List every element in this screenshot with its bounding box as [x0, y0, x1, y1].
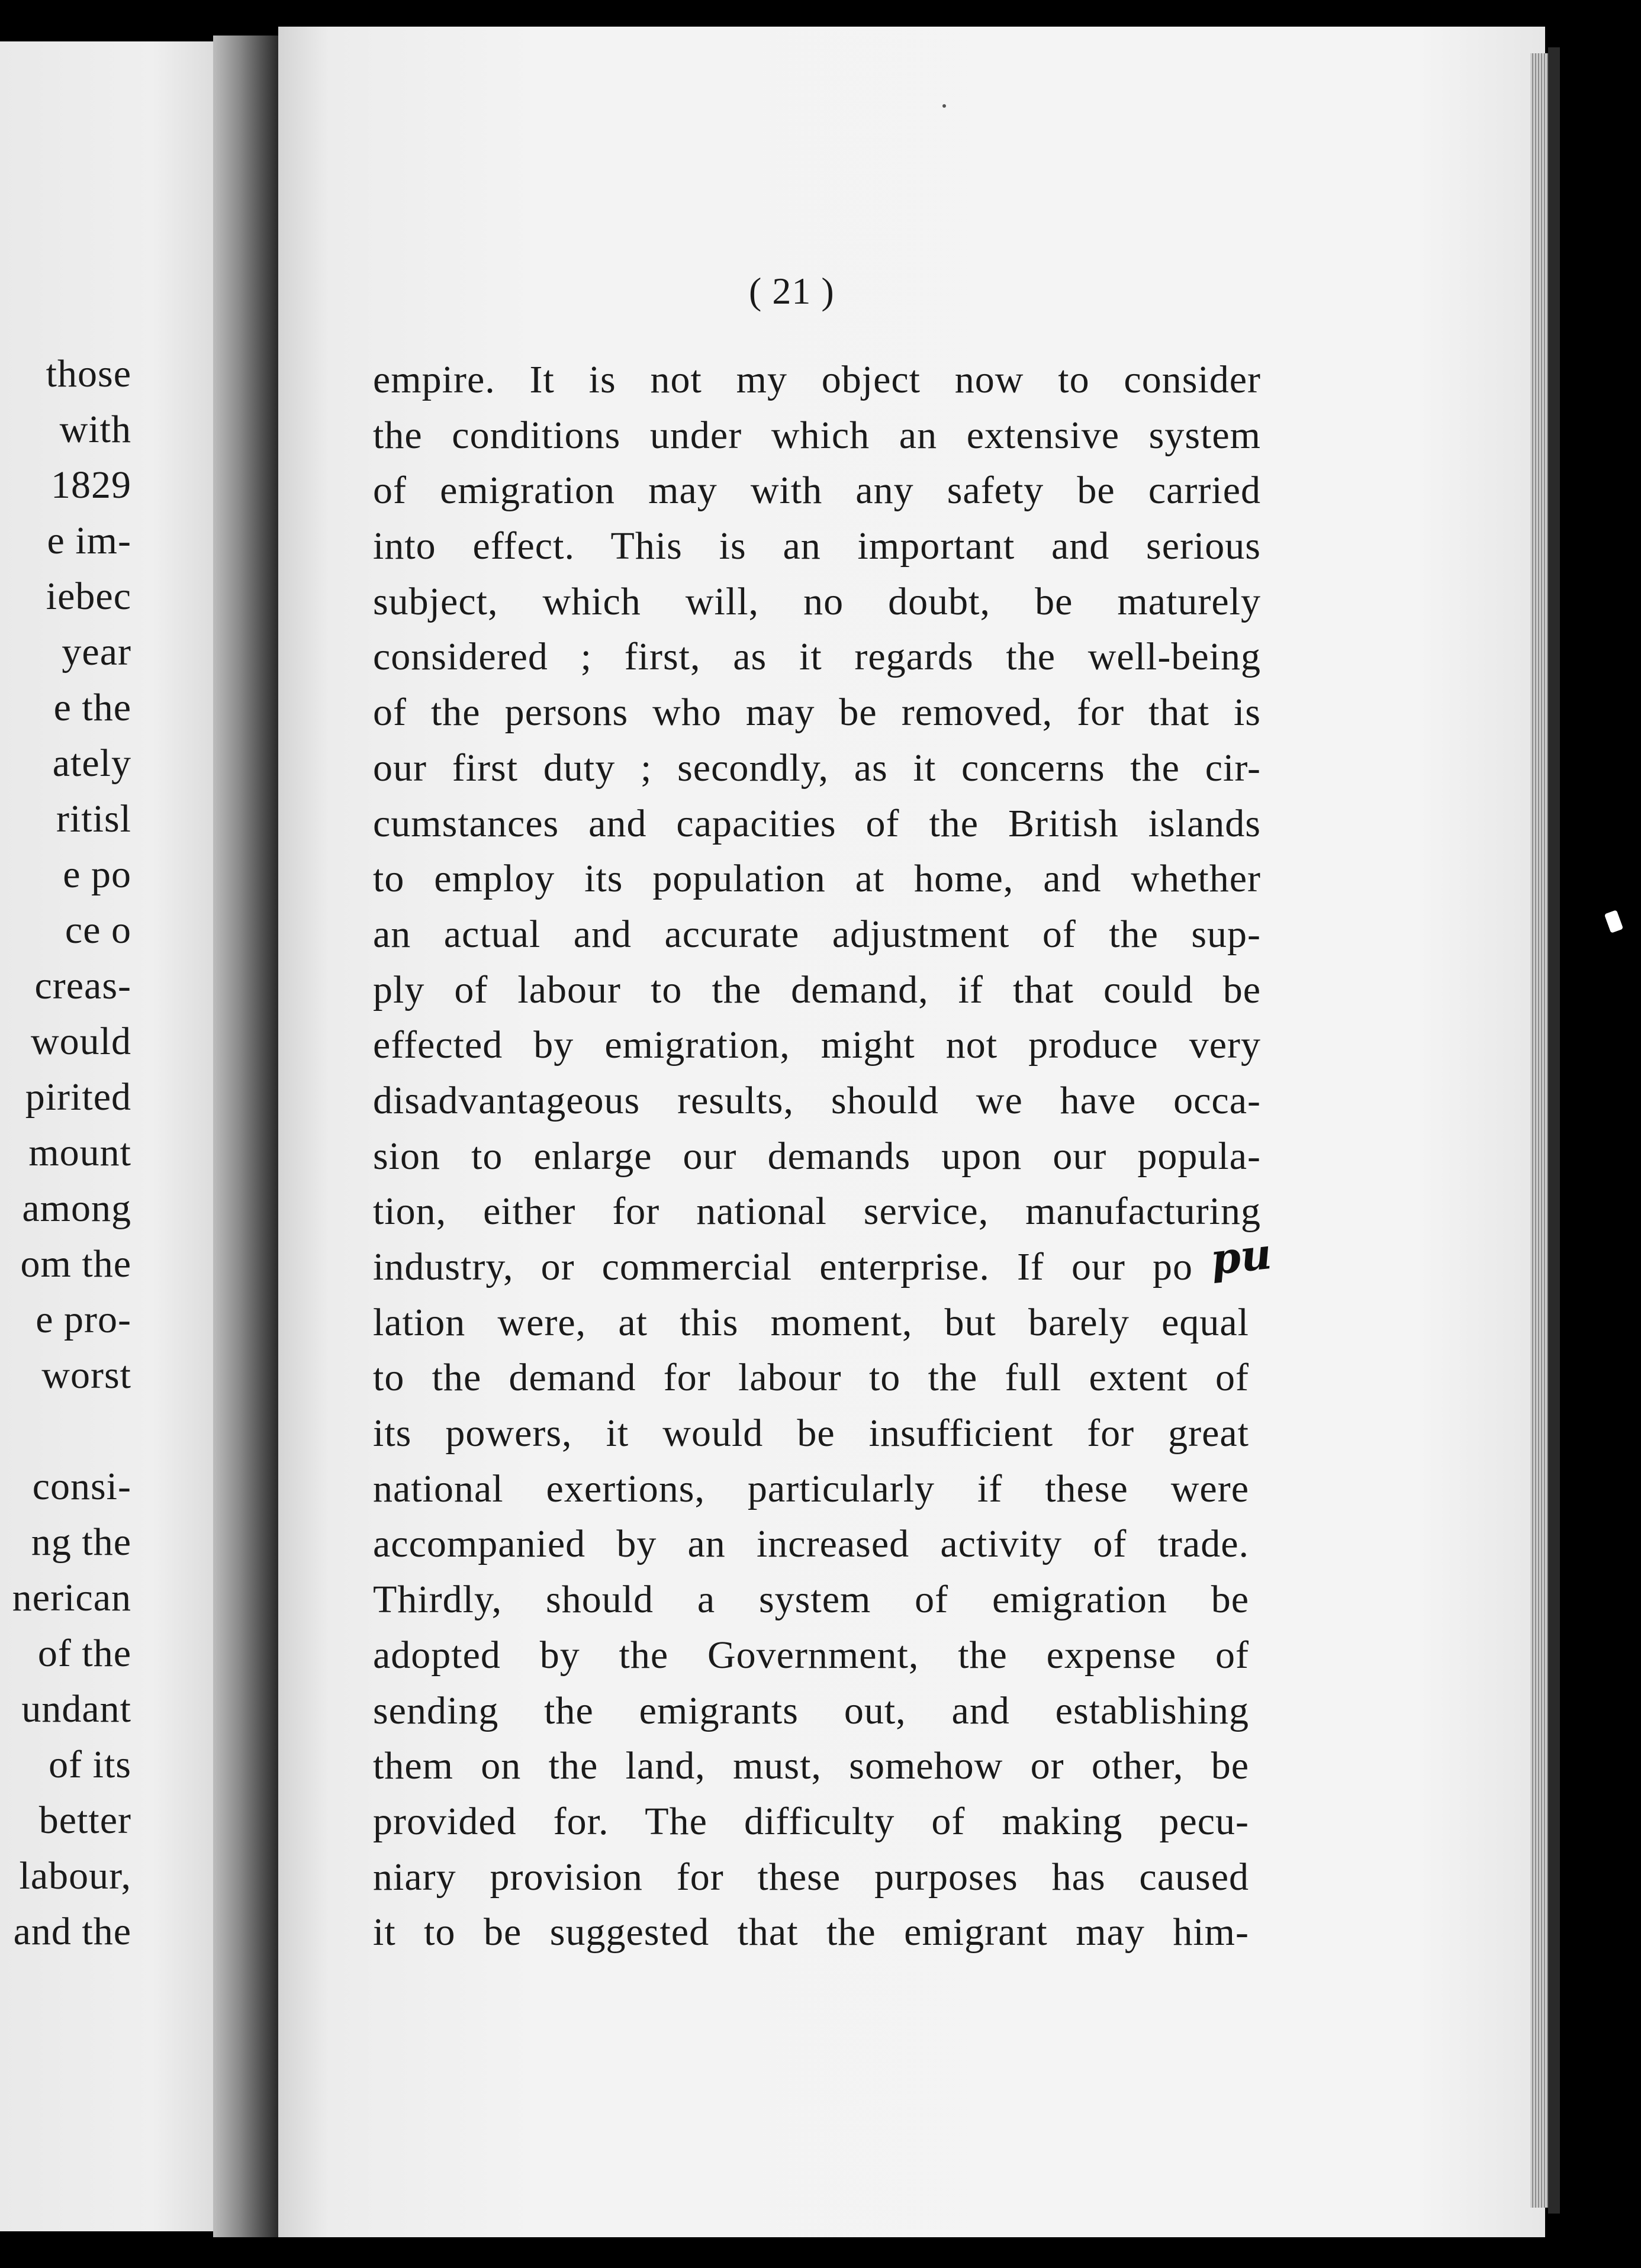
left-line: undant — [21, 1687, 131, 1731]
left-line: om the — [20, 1242, 131, 1286]
left-line: nerican — [12, 1576, 131, 1619]
left-line: e pro- — [36, 1298, 131, 1341]
body-line: to the demand for labour to the full extent of — [373, 1356, 1249, 1400]
left-line: e po — [63, 853, 131, 896]
left-line: creas- — [34, 964, 131, 1007]
body-line: Thirdly, should a system of emigration be — [373, 1578, 1249, 1622]
paper-speck — [942, 104, 946, 108]
left-line: e im- — [47, 519, 131, 562]
left-line: ately — [52, 742, 131, 785]
body-line: accompanied by an increased activity of trade. — [373, 1522, 1249, 1566]
left-line: iebec — [46, 575, 131, 618]
body-line: disadvantageous results, should we have occa- — [373, 1078, 1261, 1122]
body-line: lation were, at this moment, but barely equal — [373, 1300, 1249, 1344]
left-line: mount — [28, 1131, 131, 1174]
body-line: empire. It is not my object now to consider — [373, 358, 1261, 401]
body-line: sending the emigrants out, and establishing — [373, 1689, 1249, 1732]
left-page-text — [0, 346, 131, 1960]
left-line: ce o — [65, 909, 131, 952]
body-line: tion, either for national service, manufacturing — [373, 1190, 1261, 1233]
left-line: and the — [13, 1910, 131, 1953]
left-line: e the — [53, 686, 131, 729]
body-line: effected by emigration, might not produce very — [373, 1023, 1261, 1067]
left-line: ritisl — [56, 797, 131, 840]
left-line: would — [31, 1020, 131, 1063]
left-line: pirited — [25, 1075, 131, 1119]
body-line: ply of labour to the demand, if that could be — [373, 968, 1261, 1011]
body-line: them on the land, must, somehow or other, be — [373, 1744, 1249, 1788]
body-line: provided for. The difficulty of making pecu- — [373, 1799, 1249, 1843]
left-line: ng the — [31, 1520, 131, 1564]
body-line: industry, or commercial enterprise. If our po — [373, 1245, 1193, 1288]
book-gutter — [213, 36, 278, 2237]
left-line: labour, — [19, 1854, 131, 1897]
left-line: worst — [41, 1354, 131, 1397]
left-line: 1829 — [51, 463, 131, 507]
body-line: our first duty ; secondly, as it concerns the cir- — [373, 746, 1261, 790]
left-line: consi- — [32, 1465, 131, 1508]
cover-edge — [1548, 47, 1560, 2214]
body-text — [373, 352, 1261, 1960]
body-line: national exertions, particularly if these were — [373, 1467, 1249, 1510]
left-line — [0, 1403, 131, 1459]
handwritten-annotation: pu — [1208, 1228, 1274, 1285]
body-line: an actual and accurate adjustment of the sup- — [373, 912, 1261, 956]
left-line: those — [46, 352, 131, 395]
body-line: niary provision for these purposes has caused — [373, 1855, 1249, 1899]
page-number: ( 21 ) — [749, 270, 835, 312]
body-line: the conditions under which an extensive system — [373, 413, 1261, 457]
body-line: into effect. This is an important and serious — [373, 524, 1261, 568]
body-line: subject, which will, no doubt, be maturely — [373, 579, 1261, 623]
body-line: it to be suggested that the emigrant may him- — [373, 1911, 1249, 1954]
left-line: among — [22, 1187, 131, 1230]
body-line: of the persons who may be removed, for that is — [373, 691, 1261, 734]
body-line: considered ; first, as it regards the well-being — [373, 635, 1261, 679]
body-line: cumstances and capacities of the British islands — [373, 801, 1261, 845]
left-line: of the — [37, 1632, 131, 1675]
left-line: year — [62, 630, 131, 674]
left-line: better — [38, 1799, 131, 1842]
body-line: of emigration may with any safety be carried — [373, 469, 1261, 513]
left-line: with — [59, 408, 131, 451]
body-line: its powers, it would be insufficient for great — [373, 1412, 1249, 1455]
body-line: to employ its population at home, and whether — [373, 857, 1261, 901]
body-line: sion to enlarge our demands upon our popula- — [373, 1134, 1261, 1178]
scan-artifact — [1604, 910, 1623, 933]
page-edges — [1530, 53, 1548, 2208]
left-line: of its — [49, 1743, 131, 1786]
body-line: adopted by the Government, the expense of — [373, 1633, 1249, 1677]
